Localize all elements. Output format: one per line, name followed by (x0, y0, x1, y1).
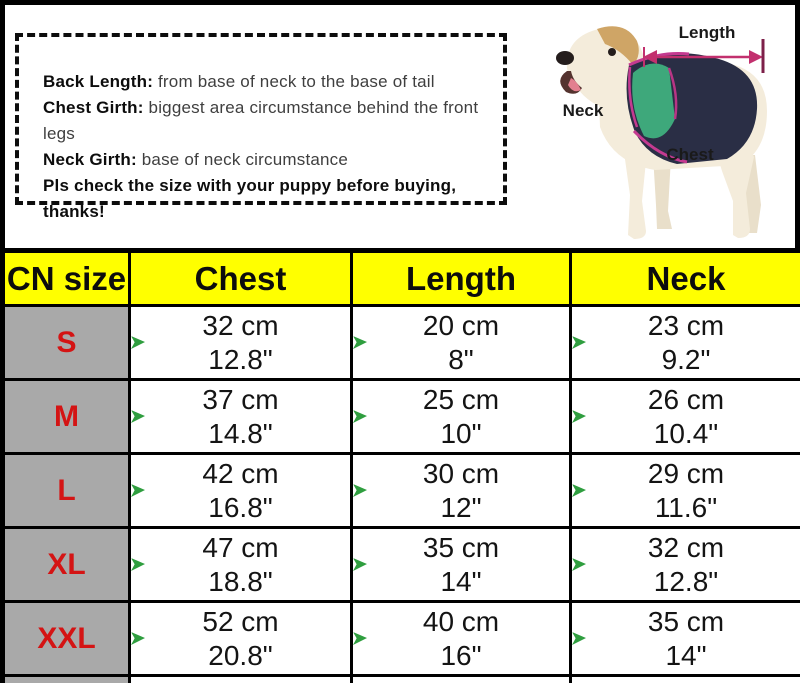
value-cm: 26 cm (647, 383, 725, 415)
header-cn-size: CN size (3, 251, 130, 306)
value-in: 10" (440, 417, 482, 449)
value-cm: 23 cm (647, 309, 725, 341)
value-in: 8" (448, 343, 474, 375)
cell-chest-m (130, 380, 352, 454)
value-cm: 20 cm (422, 309, 500, 341)
value-in: 11.6" (654, 491, 718, 523)
value-cm: 52 cm (202, 605, 279, 637)
info-label: Back Length: (43, 72, 154, 91)
size-label-m: M (3, 380, 130, 454)
dog-with-vest-illustration (537, 7, 795, 247)
value-cm: 32 cm (202, 309, 279, 341)
cutoff-cell (352, 676, 571, 683)
value-cm: 25 cm (422, 383, 500, 415)
header-row (3, 251, 800, 306)
cell-length-xl (352, 528, 571, 602)
header-neck: Neck (571, 251, 800, 306)
info-label: Pls check the size with your puppy before buying, thanks! (43, 176, 457, 221)
table-row-xl (3, 528, 800, 602)
size-label-xxl: XXL (3, 602, 130, 676)
value-in: 12.8" (208, 343, 273, 375)
value-in: 10.4" (653, 417, 719, 449)
value-in: 14" (665, 639, 707, 671)
info-label: Neck Girth: (43, 150, 137, 169)
value-in: 14.8" (208, 417, 273, 449)
value-in: 12.8" (653, 565, 719, 597)
neck-label: Neck (562, 101, 604, 120)
value-cm: 35 cm (422, 531, 500, 563)
dog-measurement-diagram (537, 7, 795, 247)
value-cm: 30 cm (422, 457, 500, 489)
info-label: Chest Girth: (43, 98, 144, 117)
value-cm: 40 cm (422, 605, 500, 637)
cell-neck-xl (571, 528, 800, 602)
value-in: 16.8" (208, 491, 273, 523)
cell-chest-xl (130, 528, 352, 602)
table-row-s (3, 306, 800, 380)
info-text: base of neck circumstance (136, 150, 349, 169)
table-row-xxl (3, 602, 800, 676)
cell-length-m (352, 380, 571, 454)
info-line-note (43, 173, 493, 225)
cell-neck-m (571, 380, 800, 454)
cutoff-cell (130, 676, 352, 683)
value-cm: 47 cm (202, 531, 279, 563)
size-label-s: S (3, 306, 130, 380)
cutoff-cell (571, 676, 800, 683)
table-row-l (3, 454, 800, 528)
cell-neck-l (571, 454, 800, 528)
value-cm: 32 cm (647, 531, 725, 563)
length-label: Length (678, 23, 736, 42)
header-length: Length (352, 251, 571, 306)
value-in: 12" (440, 491, 482, 523)
cell-chest-xxl (130, 602, 352, 676)
info-line-back-length (43, 69, 493, 95)
value-in: 9.2" (661, 343, 711, 375)
size-table (0, 248, 800, 683)
cell-length-xxl (352, 602, 571, 676)
table-row-cutoff (3, 676, 800, 683)
cell-chest-l (130, 454, 352, 528)
info-text: biggest area circumstance behind the front legs (43, 98, 479, 143)
cell-length-l (352, 454, 571, 528)
value-cm: 29 cm (647, 457, 725, 489)
info-line-chest-girth (43, 95, 493, 147)
size-label-l: L (3, 454, 130, 528)
info-line-neck-girth (43, 147, 493, 173)
cutoff-size-cell (3, 676, 130, 683)
value-cm: 42 cm (202, 457, 279, 489)
cell-length-s (352, 306, 571, 380)
cell-chest-s (130, 306, 352, 380)
chest-label: Chest (666, 145, 714, 164)
cell-neck-xxl (571, 602, 800, 676)
size-label-xl: XL (3, 528, 130, 602)
value-in: 18.8" (208, 565, 273, 597)
value-cm: 35 cm (647, 605, 725, 637)
header-chest: Chest (130, 251, 352, 306)
info-text: from base of neck to the base of tail (153, 72, 435, 91)
cell-neck-s (571, 306, 800, 380)
value-in: 16" (440, 639, 482, 671)
measurement-guide-section (0, 0, 800, 248)
value-in: 20.8" (208, 639, 273, 671)
table-row-m (3, 380, 800, 454)
value-cm: 37 cm (202, 383, 279, 415)
measurement-info-box (15, 33, 507, 221)
value-in: 14" (440, 565, 482, 597)
